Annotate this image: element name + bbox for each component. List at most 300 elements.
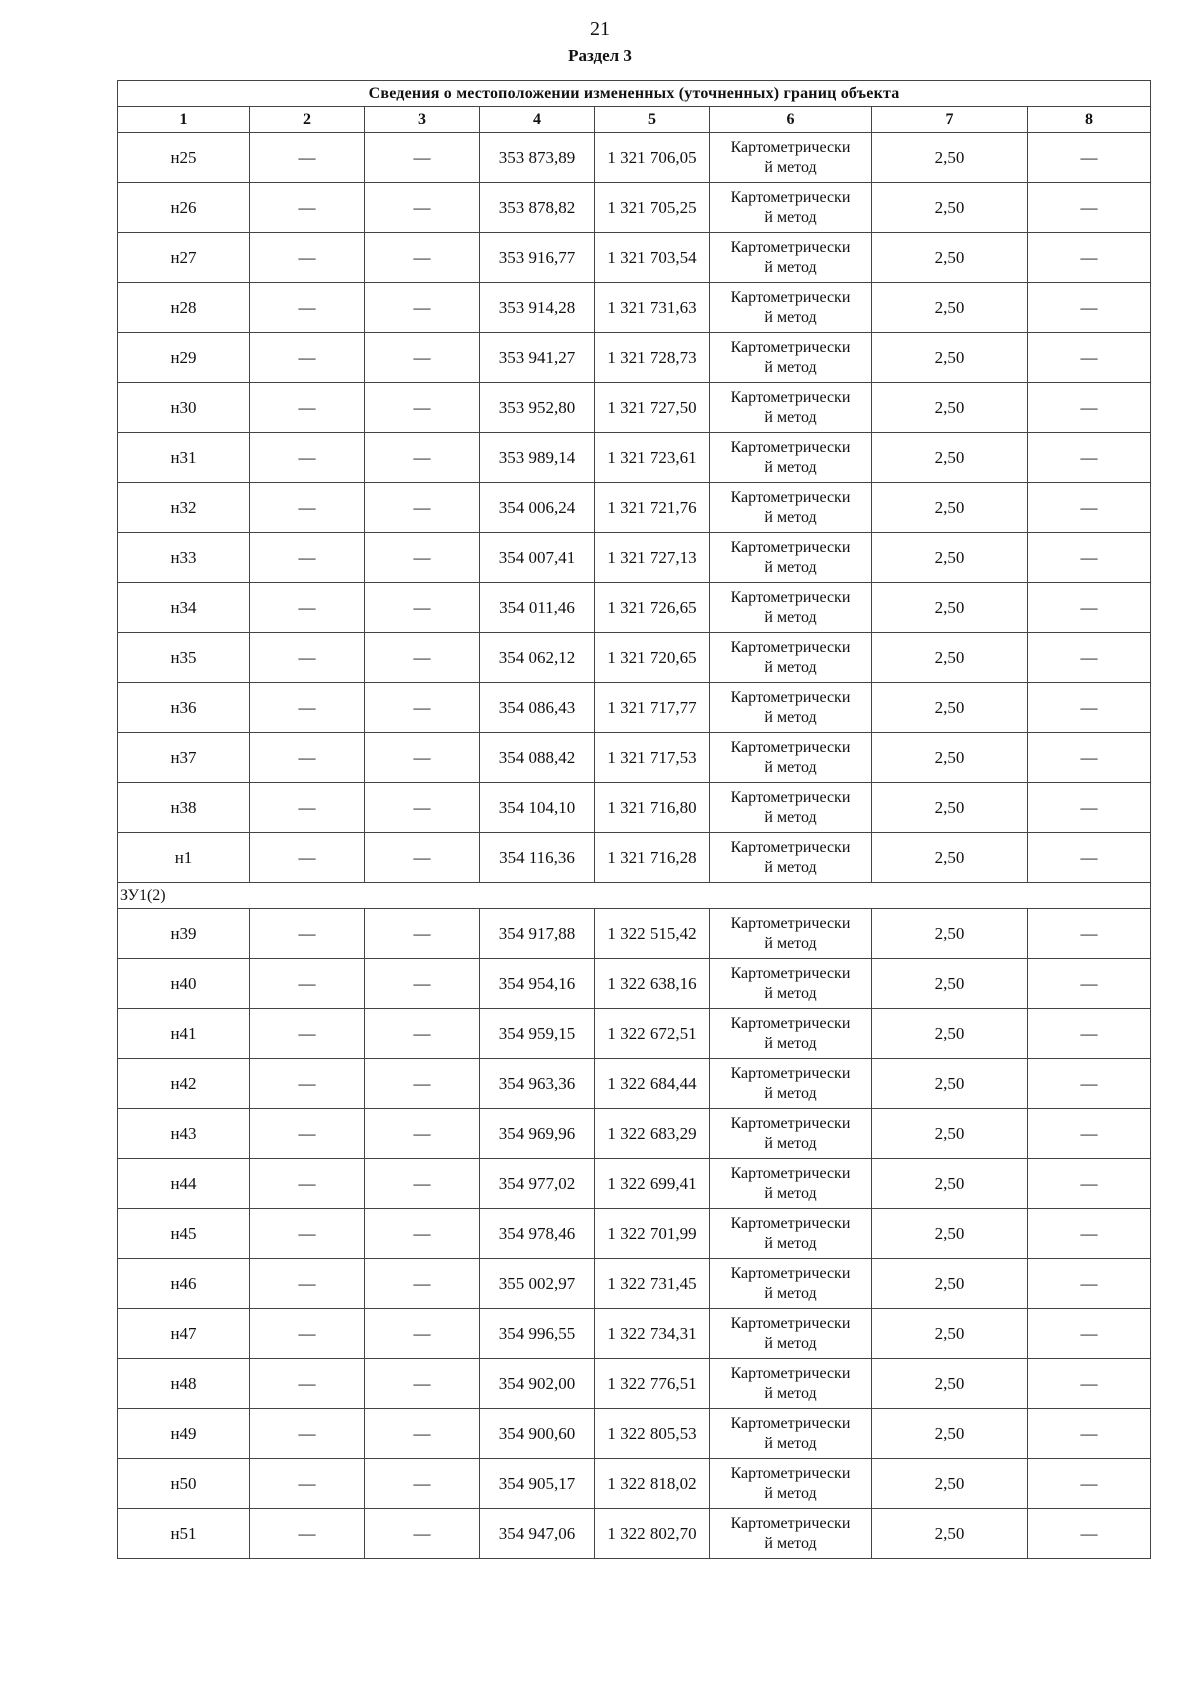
coord-y: 1 321 717,53 xyxy=(595,733,710,783)
dash-cell: — xyxy=(1028,1259,1151,1309)
dash-cell: — xyxy=(365,683,480,733)
dash-cell: — xyxy=(1028,733,1151,783)
accuracy-cell: 2,50 xyxy=(872,1109,1028,1159)
method-cell xyxy=(710,483,872,533)
method-cell xyxy=(710,1409,872,1459)
table-row xyxy=(118,683,1151,733)
method-line-2: й метод xyxy=(764,308,817,326)
method-line-2: й метод xyxy=(764,1534,817,1552)
method-line-2: й метод xyxy=(764,934,817,952)
dash-cell: — xyxy=(1028,959,1151,1009)
dash-cell: — xyxy=(1028,583,1151,633)
section-title: Раздел 3 xyxy=(568,46,632,65)
coord-x: 354 954,16 xyxy=(480,959,595,1009)
coordinates-table xyxy=(117,80,1151,1559)
dash-cell: — xyxy=(1028,833,1151,883)
accuracy-cell: 2,50 xyxy=(872,1359,1028,1409)
coord-x: 354 900,60 xyxy=(480,1409,595,1459)
dash-cell: — xyxy=(365,1009,480,1059)
dash-cell: — xyxy=(365,433,480,483)
accuracy-cell: 2,50 xyxy=(872,333,1028,383)
dash-cell: — xyxy=(365,1459,480,1509)
accuracy-cell: 2,50 xyxy=(872,283,1028,333)
method-cell xyxy=(710,959,872,1009)
dash-cell: — xyxy=(250,1209,365,1259)
dash-cell: — xyxy=(250,1259,365,1309)
point-name: н1 xyxy=(118,833,250,883)
dash-cell: — xyxy=(365,1209,480,1259)
method-line-2: й метод xyxy=(764,208,817,226)
method-line-2: й метод xyxy=(764,1434,817,1452)
point-name: н51 xyxy=(118,1509,250,1559)
method-line-2: й метод xyxy=(764,1234,817,1252)
table-row xyxy=(118,833,1151,883)
method-line-2: й метод xyxy=(764,708,817,726)
table-row xyxy=(118,633,1151,683)
coord-x: 354 902,00 xyxy=(480,1359,595,1409)
table-row xyxy=(118,783,1151,833)
table-row xyxy=(118,133,1151,183)
point-name: н46 xyxy=(118,1259,250,1309)
method-line-1: Картометрически xyxy=(730,1214,851,1232)
dash-cell: — xyxy=(250,959,365,1009)
accuracy-cell: 2,50 xyxy=(872,533,1028,583)
method-line-1: Картометрически xyxy=(730,1114,851,1132)
method-cell xyxy=(710,1009,872,1059)
method-cell xyxy=(710,1459,872,1509)
dash-cell: — xyxy=(365,383,480,433)
coord-x: 355 002,97 xyxy=(480,1259,595,1309)
dash-cell: — xyxy=(250,733,365,783)
method-line-2: й метод xyxy=(764,458,817,476)
point-name: н44 xyxy=(118,1159,250,1209)
dash-cell: — xyxy=(250,333,365,383)
method-line-2: й метод xyxy=(764,358,817,376)
dash-cell: — xyxy=(250,533,365,583)
method-line-1: Картометрически xyxy=(730,1514,851,1532)
point-name: н34 xyxy=(118,583,250,633)
coord-x: 353 878,82 xyxy=(480,183,595,233)
table-row xyxy=(118,1409,1151,1459)
dash-cell: — xyxy=(365,1509,480,1559)
accuracy-cell: 2,50 xyxy=(872,959,1028,1009)
coord-x: 354 905,17 xyxy=(480,1459,595,1509)
method-line-1: Картометрически xyxy=(730,1064,851,1082)
coord-x: 354 977,02 xyxy=(480,1159,595,1209)
method-cell xyxy=(710,433,872,483)
accuracy-cell: 2,50 xyxy=(872,483,1028,533)
point-name: н42 xyxy=(118,1059,250,1109)
coord-x: 353 916,77 xyxy=(480,233,595,283)
table-row xyxy=(118,233,1151,283)
dash-cell: — xyxy=(1028,383,1151,433)
method-line-2: й метод xyxy=(764,758,817,776)
method-cell xyxy=(710,1259,872,1309)
coord-y: 1 322 515,42 xyxy=(595,909,710,959)
dash-cell: — xyxy=(250,1459,365,1509)
dash-cell: — xyxy=(250,1509,365,1559)
dash-cell: — xyxy=(1028,533,1151,583)
dash-cell: — xyxy=(1028,133,1151,183)
coord-y: 1 321 727,50 xyxy=(595,383,710,433)
coord-y: 1 321 716,28 xyxy=(595,833,710,883)
method-line-1: Картометрически xyxy=(730,438,851,456)
coord-x: 354 947,06 xyxy=(480,1509,595,1559)
dash-cell: — xyxy=(250,833,365,883)
method-cell xyxy=(710,1159,872,1209)
accuracy-cell: 2,50 xyxy=(872,783,1028,833)
coord-x: 354 088,42 xyxy=(480,733,595,783)
column-header: 2 xyxy=(250,107,365,133)
method-line-1: Картометрически xyxy=(730,388,851,406)
accuracy-cell: 2,50 xyxy=(872,1309,1028,1359)
point-name: н33 xyxy=(118,533,250,583)
method-line-2: й метод xyxy=(764,1034,817,1052)
coord-y: 1 322 734,31 xyxy=(595,1309,710,1359)
method-line-1: Картометрически xyxy=(730,838,851,856)
method-line-1: Картометрически xyxy=(730,488,851,506)
table-row xyxy=(118,333,1151,383)
point-name: н39 xyxy=(118,909,250,959)
dash-cell: — xyxy=(365,1059,480,1109)
coord-y: 1 322 818,02 xyxy=(595,1459,710,1509)
method-line-2: й метод xyxy=(764,508,817,526)
method-line-1: Картометрически xyxy=(730,1464,851,1482)
coord-y: 1 322 731,45 xyxy=(595,1259,710,1309)
method-line-1: Картометрически xyxy=(730,1264,851,1282)
method-cell xyxy=(710,783,872,833)
dash-cell: — xyxy=(365,633,480,683)
coord-y: 1 322 672,51 xyxy=(595,1009,710,1059)
accuracy-cell: 2,50 xyxy=(872,1259,1028,1309)
dash-cell: — xyxy=(365,1259,480,1309)
accuracy-cell: 2,50 xyxy=(872,683,1028,733)
accuracy-cell: 2,50 xyxy=(872,433,1028,483)
table-row xyxy=(118,1159,1151,1209)
method-line-2: й метод xyxy=(764,258,817,276)
coord-y: 1 321 731,63 xyxy=(595,283,710,333)
dash-cell: — xyxy=(250,909,365,959)
method-line-2: й метод xyxy=(764,984,817,1002)
dash-cell: — xyxy=(250,1309,365,1359)
coord-y: 1 322 802,70 xyxy=(595,1509,710,1559)
method-line-1: Картометрически xyxy=(730,338,851,356)
dash-cell: — xyxy=(250,233,365,283)
point-name: н26 xyxy=(118,183,250,233)
table-row xyxy=(118,383,1151,433)
coord-x: 354 006,24 xyxy=(480,483,595,533)
dash-cell: — xyxy=(1028,1059,1151,1109)
accuracy-cell: 2,50 xyxy=(872,233,1028,283)
method-line-1: Картометрически xyxy=(730,288,851,306)
coord-y: 1 321 705,25 xyxy=(595,183,710,233)
accuracy-cell: 2,50 xyxy=(872,633,1028,683)
coord-x: 353 873,89 xyxy=(480,133,595,183)
point-name: н30 xyxy=(118,383,250,433)
table-row xyxy=(118,483,1151,533)
table-row xyxy=(118,1259,1151,1309)
table-row xyxy=(118,283,1151,333)
coord-y: 1 322 683,29 xyxy=(595,1109,710,1159)
method-cell xyxy=(710,1109,872,1159)
method-line-1: Картометрически xyxy=(730,688,851,706)
table-row xyxy=(118,1359,1151,1409)
coord-x: 354 959,15 xyxy=(480,1009,595,1059)
point-name: н50 xyxy=(118,1459,250,1509)
dash-cell: — xyxy=(365,833,480,883)
method-line-1: Картометрически xyxy=(730,638,851,656)
coord-y: 1 321 721,76 xyxy=(595,483,710,533)
dash-cell: — xyxy=(250,1009,365,1059)
method-cell xyxy=(710,133,872,183)
table-row xyxy=(118,583,1151,633)
accuracy-cell: 2,50 xyxy=(872,1459,1028,1509)
method-cell xyxy=(710,183,872,233)
column-header: 6 xyxy=(710,107,872,133)
method-line-1: Картометрически xyxy=(730,1164,851,1182)
method-line-2: й метод xyxy=(764,808,817,826)
dash-cell: — xyxy=(1028,1109,1151,1159)
dash-cell: — xyxy=(250,633,365,683)
point-name: н28 xyxy=(118,283,250,333)
accuracy-cell: 2,50 xyxy=(872,383,1028,433)
column-header: 8 xyxy=(1028,107,1151,133)
dash-cell: — xyxy=(250,133,365,183)
dash-cell: — xyxy=(365,583,480,633)
dash-cell: — xyxy=(365,333,480,383)
group-row xyxy=(118,883,1151,909)
method-line-2: й метод xyxy=(764,1184,817,1202)
dash-cell: — xyxy=(365,733,480,783)
point-name: н31 xyxy=(118,433,250,483)
method-line-1: Картометрически xyxy=(730,1414,851,1432)
dash-cell: — xyxy=(1028,1309,1151,1359)
page-number: 21 xyxy=(590,18,610,40)
accuracy-cell: 2,50 xyxy=(872,1509,1028,1559)
method-line-2: й метод xyxy=(764,1284,817,1302)
method-cell xyxy=(710,683,872,733)
coord-x: 354 917,88 xyxy=(480,909,595,959)
method-line-1: Картометрически xyxy=(730,738,851,756)
method-line-2: й метод xyxy=(764,1484,817,1502)
method-line-1: Картометрически xyxy=(730,1014,851,1032)
table-row xyxy=(118,1009,1151,1059)
coord-x: 354 996,55 xyxy=(480,1309,595,1359)
method-line-2: й метод xyxy=(764,858,817,876)
coord-y: 1 322 701,99 xyxy=(595,1209,710,1259)
point-name: н49 xyxy=(118,1409,250,1459)
coord-x: 353 914,28 xyxy=(480,283,595,333)
coord-y: 1 321 706,05 xyxy=(595,133,710,183)
coord-y: 1 322 684,44 xyxy=(595,1059,710,1109)
point-name: н37 xyxy=(118,733,250,783)
method-line-2: й метод xyxy=(764,608,817,626)
coord-x: 354 963,36 xyxy=(480,1059,595,1109)
method-cell xyxy=(710,733,872,783)
dash-cell: — xyxy=(1028,909,1151,959)
point-name: н25 xyxy=(118,133,250,183)
dash-cell: — xyxy=(365,483,480,533)
method-cell xyxy=(710,1509,872,1559)
coord-y: 1 321 717,77 xyxy=(595,683,710,733)
method-line-1: Картометрически xyxy=(730,914,851,932)
coord-y: 1 321 720,65 xyxy=(595,633,710,683)
method-line-1: Картометрически xyxy=(730,238,851,256)
accuracy-cell: 2,50 xyxy=(872,1009,1028,1059)
point-name: н47 xyxy=(118,1309,250,1359)
point-name: н32 xyxy=(118,483,250,533)
dash-cell: — xyxy=(365,283,480,333)
coord-x: 354 086,43 xyxy=(480,683,595,733)
method-line-2: й метод xyxy=(764,1084,817,1102)
table-row xyxy=(118,733,1151,783)
table-row xyxy=(118,909,1151,959)
dash-cell: — xyxy=(250,1109,365,1159)
dash-cell: — xyxy=(365,1359,480,1409)
dash-cell: — xyxy=(1028,283,1151,333)
method-cell xyxy=(710,1059,872,1109)
point-name: н27 xyxy=(118,233,250,283)
method-line-1: Картометрически xyxy=(730,588,851,606)
dash-cell: — xyxy=(250,483,365,533)
method-cell xyxy=(710,1209,872,1259)
dash-cell: — xyxy=(1028,783,1151,833)
accuracy-cell: 2,50 xyxy=(872,183,1028,233)
dash-cell: — xyxy=(365,1109,480,1159)
dash-cell: — xyxy=(365,233,480,283)
dash-cell: — xyxy=(1028,233,1151,283)
dash-cell: — xyxy=(365,1309,480,1359)
method-cell xyxy=(710,333,872,383)
dash-cell: — xyxy=(250,583,365,633)
method-line-2: й метод xyxy=(764,658,817,676)
method-cell xyxy=(710,583,872,633)
coord-y: 1 322 776,51 xyxy=(595,1359,710,1409)
method-cell xyxy=(710,1359,872,1409)
method-line-1: Картометрически xyxy=(730,188,851,206)
table-row xyxy=(118,1509,1151,1559)
method-line-2: й метод xyxy=(764,408,817,426)
column-header: 7 xyxy=(872,107,1028,133)
dash-cell: — xyxy=(250,433,365,483)
point-name: н36 xyxy=(118,683,250,733)
method-line-2: й метод xyxy=(764,558,817,576)
dash-cell: — xyxy=(1028,1209,1151,1259)
dash-cell: — xyxy=(365,1159,480,1209)
column-header: 3 xyxy=(365,107,480,133)
method-line-1: Картометрически xyxy=(730,538,851,556)
dash-cell: — xyxy=(250,183,365,233)
point-name: н43 xyxy=(118,1109,250,1159)
method-line-1: Картометрически xyxy=(730,1314,851,1332)
dash-cell: — xyxy=(365,1409,480,1459)
table-row xyxy=(118,183,1151,233)
column-header: 4 xyxy=(480,107,595,133)
coord-x: 354 104,10 xyxy=(480,783,595,833)
method-cell xyxy=(710,383,872,433)
column-number-row xyxy=(118,107,1151,133)
accuracy-cell: 2,50 xyxy=(872,1409,1028,1459)
coord-y: 1 321 727,13 xyxy=(595,533,710,583)
method-cell xyxy=(710,1309,872,1359)
dash-cell: — xyxy=(250,383,365,433)
coord-x: 353 989,14 xyxy=(480,433,595,483)
dash-cell: — xyxy=(250,283,365,333)
dash-cell: — xyxy=(365,783,480,833)
dash-cell: — xyxy=(1028,1359,1151,1409)
coord-y: 1 321 703,54 xyxy=(595,233,710,283)
dash-cell: — xyxy=(365,959,480,1009)
column-header: 5 xyxy=(595,107,710,133)
method-cell xyxy=(710,909,872,959)
table-row xyxy=(118,533,1151,583)
table-row xyxy=(118,1309,1151,1359)
method-line-1: Картометрически xyxy=(730,1364,851,1382)
table-row xyxy=(118,1109,1151,1159)
table-row xyxy=(118,1459,1151,1509)
dash-cell: — xyxy=(1028,183,1151,233)
point-name: н41 xyxy=(118,1009,250,1059)
method-line-2: й метод xyxy=(764,1384,817,1402)
coord-x: 353 952,80 xyxy=(480,383,595,433)
point-name: н40 xyxy=(118,959,250,1009)
method-line-1: Картометрически xyxy=(730,788,851,806)
point-name: н35 xyxy=(118,633,250,683)
point-name: н38 xyxy=(118,783,250,833)
dash-cell: — xyxy=(365,183,480,233)
method-line-1: Картометрически xyxy=(730,138,851,156)
coord-x: 354 062,12 xyxy=(480,633,595,683)
method-cell xyxy=(710,233,872,283)
coord-x: 354 116,36 xyxy=(480,833,595,883)
accuracy-cell: 2,50 xyxy=(872,583,1028,633)
coord-y: 1 321 728,73 xyxy=(595,333,710,383)
dash-cell: — xyxy=(365,133,480,183)
dash-cell: — xyxy=(1028,1009,1151,1059)
coord-y: 1 322 805,53 xyxy=(595,1409,710,1459)
dash-cell: — xyxy=(365,533,480,583)
dash-cell: — xyxy=(1028,333,1151,383)
dash-cell: — xyxy=(250,1159,365,1209)
dash-cell: — xyxy=(1028,633,1151,683)
coord-x: 353 941,27 xyxy=(480,333,595,383)
dash-cell: — xyxy=(250,683,365,733)
accuracy-cell: 2,50 xyxy=(872,733,1028,783)
dash-cell: — xyxy=(250,1359,365,1409)
dash-cell: — xyxy=(1028,483,1151,533)
table-caption: Сведения о местоположении измененных (уточненных) границ объекта xyxy=(118,81,1151,107)
dash-cell: — xyxy=(1028,1459,1151,1509)
accuracy-cell: 2,50 xyxy=(872,1209,1028,1259)
method-cell xyxy=(710,533,872,583)
method-cell xyxy=(710,283,872,333)
coord-x: 354 011,46 xyxy=(480,583,595,633)
method-cell xyxy=(710,633,872,683)
accuracy-cell: 2,50 xyxy=(872,133,1028,183)
dash-cell: — xyxy=(250,1059,365,1109)
accuracy-cell: 2,50 xyxy=(872,1159,1028,1209)
method-cell xyxy=(710,833,872,883)
table-body xyxy=(118,133,1151,1559)
column-header: 1 xyxy=(118,107,250,133)
dash-cell: — xyxy=(1028,433,1151,483)
coord-y: 1 322 638,16 xyxy=(595,959,710,1009)
dash-cell: — xyxy=(365,909,480,959)
coord-y: 1 322 699,41 xyxy=(595,1159,710,1209)
dash-cell: — xyxy=(250,783,365,833)
point-name: н29 xyxy=(118,333,250,383)
accuracy-cell: 2,50 xyxy=(872,909,1028,959)
